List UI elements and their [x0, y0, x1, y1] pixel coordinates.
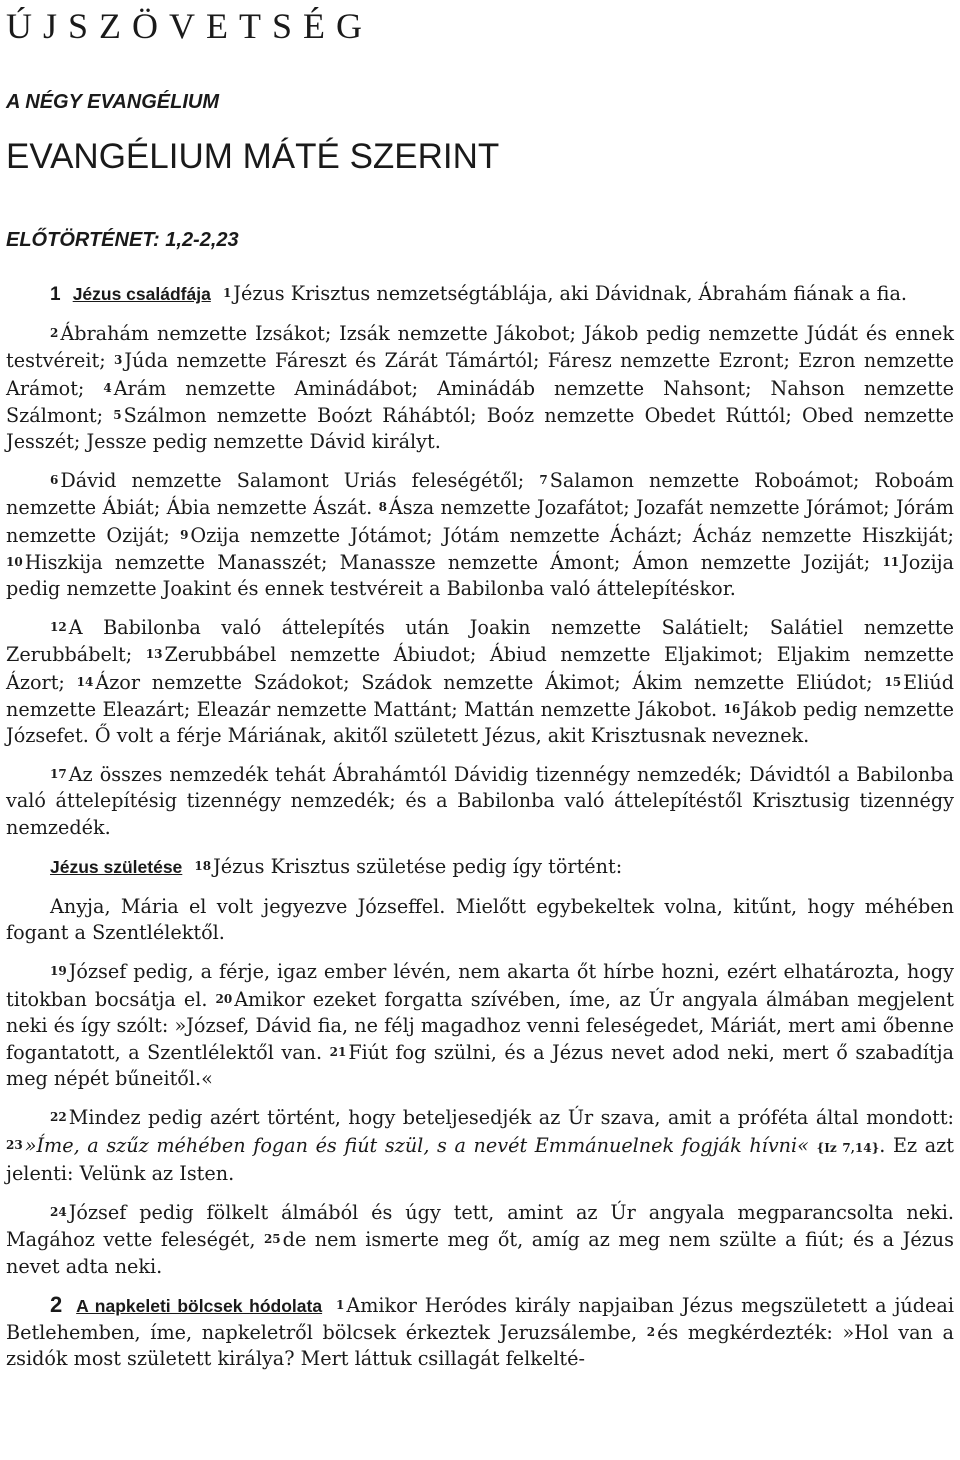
verse-number: 6: [50, 473, 59, 488]
verse-text: Ásza nemzette Jozafátot; Jozafát nemzette Jórámot; Jórám nemzette Oziját;: [6, 496, 955, 547]
verse-number: 18: [194, 858, 212, 873]
verse-text: Anyja, Mária el volt jegyezve Józseffel. Mielőtt egybekeltek volna, kitűnt, hogy méhében fogant a Szentlélektől.: [6, 895, 954, 945]
paragraph: [6, 320, 954, 455]
paragraph: [6, 1199, 954, 1280]
verse-number: 23: [6, 1137, 23, 1152]
verse-text: Jákob pedig nemzette Józsefet. Ő volt a férje Máriának, akitől született Jézus, akit Krisztusnak neveznek.: [6, 697, 954, 748]
verse-text: József pedig fölkelt álmából és úgy tett, amint az Úr angyala megparancsolta neki. Magához vette feleségét,: [6, 1201, 954, 1252]
verse-number: 12: [50, 620, 67, 635]
chapter-number: 1: [50, 284, 61, 305]
verse-text: Szálmon nemzette Boózt Ráhábtól; Boóz nemzette Obedet Rúttól; Obed nemzette Jesszét; Jessze pedig nemzette Dávid királyt.: [6, 403, 954, 454]
verse-number: 13: [145, 647, 163, 662]
verse-text: A Babilonba való áttelepítés után Joakin nemzette Salátielt; Salátiel nemzette Zerubbábelt;: [6, 616, 954, 667]
verse-text: Jozija pedig nemzette Joakint és ennek testvéreit a Babilonba való áttelepítéskor.: [6, 550, 954, 601]
verse-number: 21: [329, 1045, 347, 1060]
pericope-heading-link[interactable]: Jézus születése: [50, 856, 183, 877]
scripture-body: [6, 280, 954, 1372]
cross-reference: {Iz 7,14}: [816, 1140, 880, 1155]
pericope-heading-link[interactable]: A napkeleti bölcsek hódolata: [76, 1295, 323, 1316]
verse-text: Dávid nemzette Salamont Uriás feleségétől;: [60, 469, 525, 493]
verse-text: de nem ismerte meg őt, amíg az meg nem szülte a fiút; és a Jézus nevet adta neki.: [6, 1228, 954, 1278]
verse-number: 11: [882, 554, 900, 569]
verse-text: Ozija nemzette Jótámot; Jótám nemzette Ácházt; Ácház nemzette Hiszkiját;: [190, 523, 954, 547]
verse-text: Ábrahám nemzette Izsákot; Izsák nemzette Jákobot; Jákob pedig nemzette Júdát és ennek testvéreit;: [6, 322, 954, 373]
verse-number: 7: [539, 473, 548, 488]
verse-number: 16: [723, 701, 741, 716]
book-title: EVANGÉLIUM MÁTÉ SZERINT: [6, 137, 500, 176]
verse-text: Hiszkija nemzette Manasszét; Manassze nemzette Ámont; Ámon nemzette Joziját;: [24, 550, 871, 574]
verse-number: 10: [6, 554, 23, 569]
verse-text: Zerubbábel nemzette Ábiudot; Ábiud nemzette Eljakimot; Eljakim nemzette Ázort;: [6, 643, 954, 694]
verse-text: Amikor Heródes király napjaiban Jézus megszületett a júdeai Betlehemben, íme, napkeletről bölcsek érkeztek Jeruzsálembe,: [6, 1293, 954, 1344]
testament-title: ÚJSZÖVETSÉG: [6, 6, 374, 46]
verse-number: 24: [50, 1205, 67, 1220]
collection-subtitle: A NÉGY EVANGÉLIUM: [6, 91, 219, 113]
chapter-number: 2: [50, 1291, 63, 1317]
section-heading: ELŐTÖRTÉNET: 1,2-2,23: [6, 229, 239, 251]
verse-text: Fiút fog szülni, és a Jézus nevet adod neki, mert ő szabadítja meg népét bűneitől.«: [6, 1041, 954, 1091]
verse-number: 15: [884, 674, 902, 689]
verse-number: 17: [50, 767, 67, 782]
verse-number: 19: [50, 964, 67, 979]
pericope-heading-link[interactable]: Jézus családfája: [72, 284, 211, 304]
verse-number: 22: [50, 1110, 67, 1125]
paragraph: [6, 958, 954, 1092]
verse-number: 1: [222, 286, 232, 300]
quotation-text: »Íme, a szűz méhében fogan és fiút szül, s a nevét Emmánuelnek fogják hívni«: [24, 1133, 809, 1157]
verse-number: 9: [180, 527, 189, 542]
paragraph: [6, 1104, 954, 1187]
verse-text: . Ez azt jelenti: Velünk az Isten.: [6, 1133, 954, 1185]
verse-text: Amikor ezeket forgatta szívében, íme, az Úr angyala álmában megjelent neki és így szólt: »József, Dávid fia, ne félj magadhoz venni feleségedet, Máriát, mert ami őbenne fogantatott, a Szentlélektől van.: [6, 987, 954, 1065]
verse-number: 20: [215, 991, 233, 1006]
paragraph: [6, 761, 954, 841]
verse-number: 25: [263, 1232, 281, 1247]
verse-number: 2: [646, 1324, 656, 1339]
paragraph: [6, 280, 954, 308]
verse-number: 8: [378, 500, 387, 515]
verse-text: Jézus Krisztus születése pedig így történt:: [213, 854, 623, 878]
verse-number: 14: [76, 674, 94, 689]
paragraph: [6, 853, 954, 880]
verse-text: és megkérdezték: »Hol van a zsidók most született királya? Mert láttuk csillagát felkelté-: [6, 1320, 954, 1371]
verse-text: Az összes nemzedék tehát Ábrahámtól Dávidig tizennégy nemzedék; Dávidtól a Babilonba való áttelepítésig tizennégy nemzedék; és a Babilonba való áttelepítéstől Krisztusig tizennégy nemzedék.: [6, 763, 954, 839]
verse-text: Arám nemzette Aminádábot; Aminádáb nemzette Nahsont; Nahson nemzette Szálmont;: [6, 376, 954, 427]
verse-number: 4: [103, 380, 112, 395]
paragraph: [6, 1292, 954, 1373]
verse-text: Jézus Krisztus nemzetségtáblája, aki Dávidnak, Ábrahám fiának a fia.: [233, 282, 908, 305]
verse-text: Júda nemzette Fáreszt és Zárát Támártól; Fáresz nemzette Ezront; Ezron nemzette Arámot;: [6, 349, 954, 400]
paragraph: [6, 467, 954, 602]
verse-number: 1: [336, 1297, 345, 1312]
verse-text: József pedig, a férje, igaz ember lévén, nem akarta őt hírbe hozni, ezért elhatározta, hogy titokban bocsátja el.: [6, 960, 954, 1011]
verse-text: Mindez pedig azért történt, hogy beteljesedjék az Úr szava, amit a próféta által mondott:: [68, 1106, 954, 1130]
verse-number: 2: [50, 326, 59, 341]
verse-number: 5: [113, 407, 122, 422]
verse-number: 3: [114, 353, 123, 368]
verse-text: Salamon nemzette Roboámot; Roboám nemzette Ábiát; Ábia nemzette Ászát.: [6, 469, 954, 520]
verse-text: Eliúd nemzette Eleazárt; Eleazár nemzette Mattánt; Mattán nemzette Jákobot.: [6, 670, 954, 721]
paragraph: [6, 614, 954, 749]
paragraph: [6, 894, 954, 946]
verse-text: Ázor nemzette Szádokot; Szádok nemzette Ákimot; Ákim nemzette Eliúdot;: [95, 670, 873, 694]
